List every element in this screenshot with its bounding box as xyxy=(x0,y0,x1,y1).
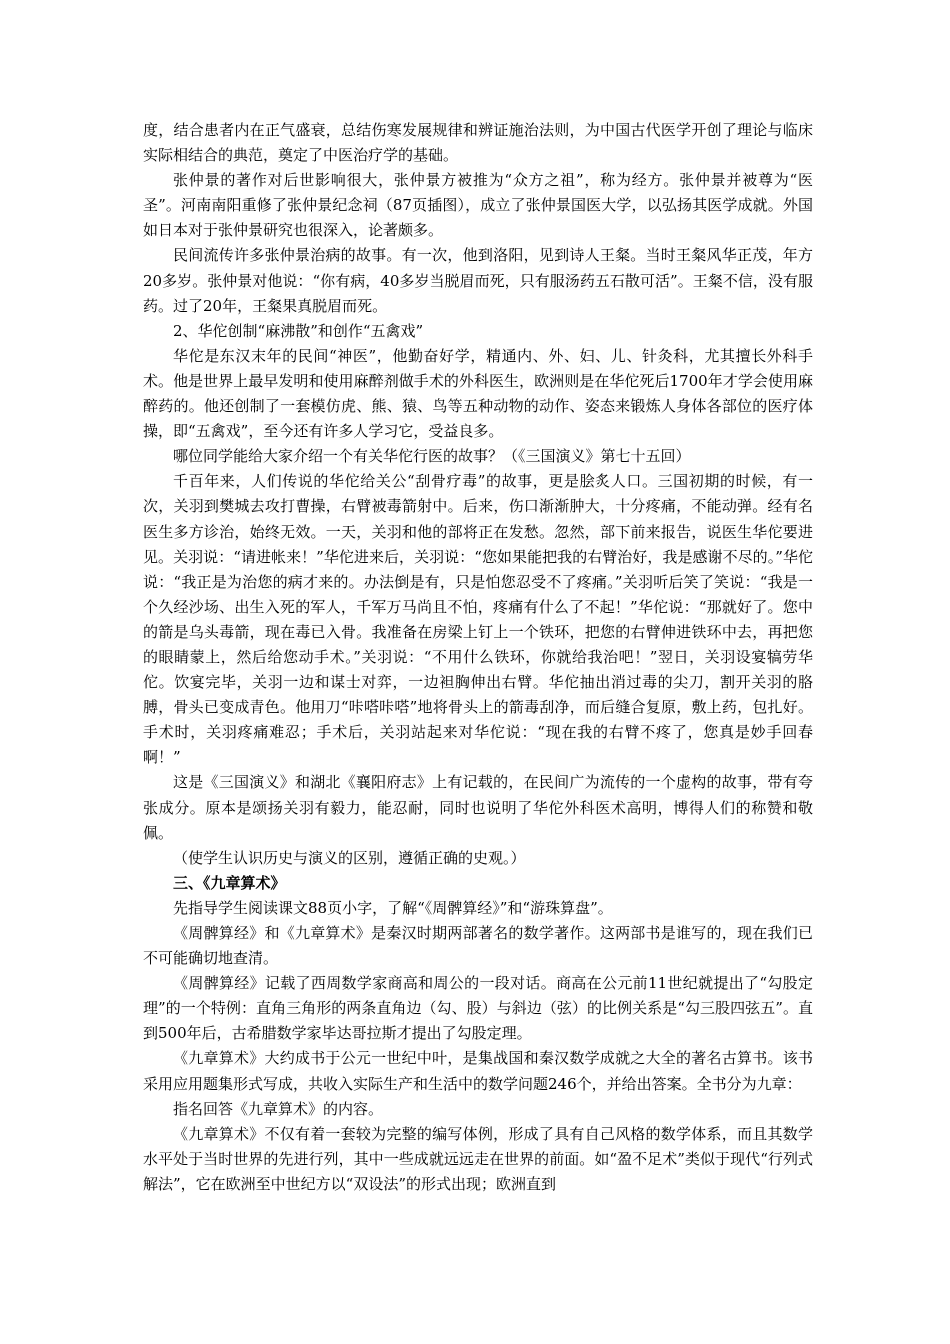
paragraph: 张仲景的著作对后世影响很大，张仲景方被推为“众方之祖”，称为经方。张仲景并被尊为“医圣”。河南南阳重修了张仲景纪念祠（87页插图），成立了张仲景国医大学，以弘扬其医学成就。外国如日本对于张仲景研究也很深入，论著颇多。 xyxy=(143,171,813,240)
paragraph: 度，结合患者内在正气盛衰，总结伤寒发展规律和辨证施治法则，为中国古代医学开创了理论与临床实际相结合的典范，奠定了中医治疗学的基础。 xyxy=(143,121,813,165)
section-heading: 三、《九章算术》 xyxy=(173,873,286,892)
paragraph: （使学生认识历史与演义的区别，遵循正确的史观。） xyxy=(173,848,526,867)
paragraph: 华佗是东汉末年的民间“神医”，他勤奋好学，精通内、外、妇、儿、针灸科，尤其擅长外科手术。他是世界上最早发明和使用麻醉剂做手术的外科医生，欧洲则是在华佗死后1700年才学会使用麻醉药的。他还创制了一套模仿虎、熊、猿、鸟等五种动物的动作、姿态来锻炼人身体各部位的医疗体操，即“五禽戏”，至今还有许多人学习它，受益良多。 xyxy=(143,346,813,441)
paragraph: 《九章算术》不仅有着一套较为完整的编写体例，形成了具有自己风格的数学体系，而且其数学水平处于当时世界的先进行列，其中一些成就远远走在世界的前面。如“盈不足术”类似于现代“行列式解法”，它在欧洲至中世纪方以“双设法”的形式出现；欧洲直到 xyxy=(143,1124,813,1193)
paragraph: 千百年来，人们传说的华佗给关公“刮骨疗毒”的故事，更是脍炙人口。三国初期的时候，有一次，关羽到樊城去攻打曹操，右臂被毒箭射中。后来，伤口渐渐肿大，十分疼痛，不能动弹。经有名医生多方诊治，始终无效。一天，关羽和他的部将正在发愁。忽然，部下前来报告，说医生华佗要进见。关羽说：“请进帐来！”华佗进来后，关羽说：“您如果能把我的右臂治好，我是感谢不尽的。”华佗说：“我正是为治您的病才来的。办法倒是有，只是怕您忍受不了疼痛。”关羽听后笑了笑说：“我是一个久经沙场、出生入死的军人，千军万马尚且不怕，疼痛有什么了不起！”华佗说：“那就好了。您中的箭是乌头毒箭，现在毒已入骨。我准备在房梁上钉上一个铁环，把您的右臂伸进铁环中去，再把您的眼睛蒙上，然后给您动手术。”关羽说：“不用什么铁环，你就给我治吧！”翌日，关羽设宴犒劳华佗。饮宴完毕，关羽一边和谋士对弈，一边袒胸伸出右臂。华佗抽出消过毒的尖刀，割开关羽的胳膊，骨头已变成青色。他用刀“咔嗒咔嗒”地将骨头上的箭毒刮净，而后缝合复原，敷上药，包扎好。手术时，关羽疼痛难忍；手术后，关羽站起来对华佗说：“现在我的右臂不疼了，您真是妙手回春啊！” xyxy=(143,472,813,767)
paragraph: 先指导学生阅读课文88页小字，了解“《周髀算经》”和“游珠算盘”。 xyxy=(173,898,613,917)
paragraph: 《周髀算经》记载了西周数学家商高和周公的一段对话。商高在公元前11世纪就提出了“勾股定理”的一个特例：直角三角形的两条直角边（勾、股）与斜边（弦）的比例关系是“勾三股四弦五”。直到500年后，古希腊数学家毕达哥拉斯才提出了勾股定理。 xyxy=(143,974,813,1043)
document-page xyxy=(143,118,813,1197)
paragraph: 这是《三国演义》和湖北《襄阳府志》上有记载的，在民间广为流传的一个虚构的故事，带有夸张成分。原本是颂扬关羽有毅力，能忍耐，同时也说明了华佗外科医术高明，博得人们的称赞和敬佩。 xyxy=(143,773,813,842)
paragraph: 《九章算术》大约成书于公元一世纪中叶，是集战国和秦汉数学成就之大全的著名古算书。该书采用应用题集形式写成，共收入实际生产和生活中的数学问题246个，并给出答案。全书分为九章： xyxy=(143,1049,813,1093)
paragraph: 《周髀算经》和《九章算术》是秦汉时期两部著名的数学著作。这两部书是谁写的，现在我们已不可能确切地查清。 xyxy=(143,924,813,968)
paragraph: 指名回答《九章算术》的内容。 xyxy=(173,1099,384,1118)
section-subheading: 2、华佗创制“麻沸散”和创作“五禽戏” xyxy=(173,321,424,340)
paragraph: 民间流传许多张仲景治病的故事。有一次，他到洛阳，见到诗人王粲。当时王粲风华正茂，年方20多岁。张仲景对他说：“你有病，40多岁当脱眉而死，只有服汤药五石散可活”。王粲不信，没有服药。过了20年，王粲果真脱眉而死。 xyxy=(143,246,813,315)
paragraph: 哪位同学能给大家介绍一个有关华佗行医的故事？（《三国演义》第七十五回） xyxy=(173,447,691,466)
